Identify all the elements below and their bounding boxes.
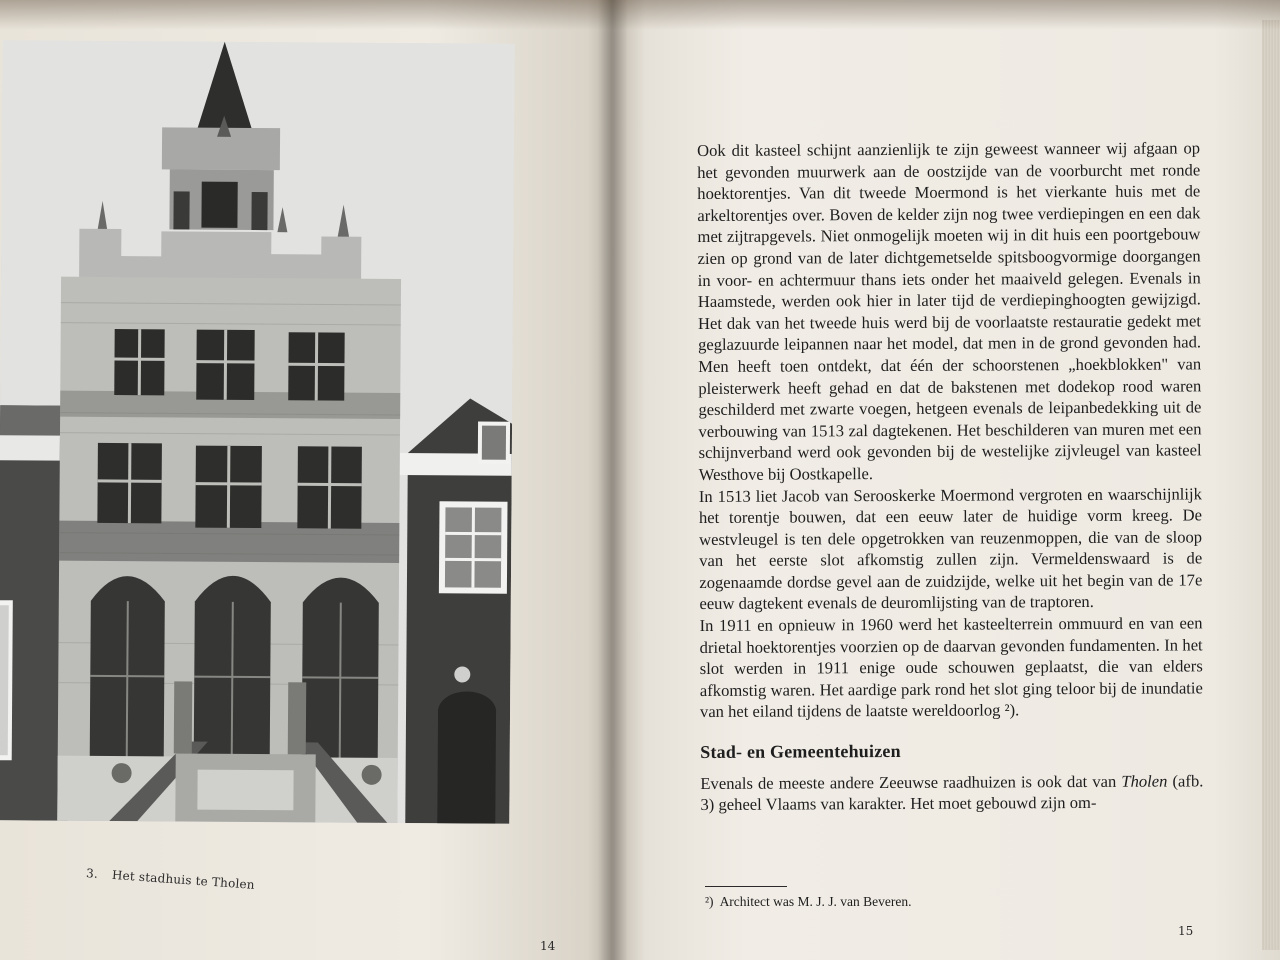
page-number-left: 14 [540, 939, 556, 953]
footnote-marker: ²) [705, 894, 714, 909]
book-gutter-shadow [598, 0, 628, 960]
paragraph: In 1911 en opnieuw in 1960 werd het kasteelterrein ommuurd en van een drietal hoektorentjes voorzien op de daarvan gevonden fundamenten. In het slot werden in 1911 enige oude schouwen geplaatst, die van elders afkomstig waren. Het aardige park rond het slot ging teloor bij de inundatie van het eiland tijdens de laatste wereldoorlog ²). [699, 613, 1203, 722]
paragraph: Ook dit kasteel schijnt aanzienlijk te zijn geweest wanneer wij afgaan op het gevonden muurwerk aan de oostzijde van de voorburcht met ronde hoektorentjes. Van dit tweede Moermond is het vierkante huis met de arkeltorentjes over. Boven de kelder zijn nog twee verdiepingen en een dak met zijtrapgevels. Niet onmogelijk moeten wij in dit huis een poortgebouw zien op grond van de later dichtgemetselde spitsboogvormige doorgangen in voor- en achtermuur thans iets onder het maaiveld gelegen. Evenals in Haamstede, werden ook hier in later tijd de verdiepinghoogten gewijzigd. Het dak van het tweede huis werd bij de voorlaatste restauratie gedekt met geglazuurde leipannen naar het model, dat men in de grond gevonden had. Men heeft toen ontdekt, dat één der schoorstenen „hoekblokken" van pleisterwerk heeft gehad en dat de bakstenen met dodekop rood waren geschilderd met zwarte voegen, hetgeen evenals de leipanbedekking uit de verbouwing van 1513 zal dagtekenen. Het beschilderen van muren met een schijnverband werd ook gevonden bij de westelijke zijvleugel van kasteel Westhove bij Oostkapelle. [697, 138, 1202, 484]
left-page [0, 0, 612, 960]
page-number-right: 15 [1178, 924, 1194, 938]
paragraph-start: Evenals de meeste andere Zeeuwse raadhuizen is ook dat van [700, 771, 1122, 793]
photo-caption [86, 866, 256, 892]
footnote [705, 894, 912, 910]
page-edges [1262, 20, 1280, 950]
footnote-rule [705, 886, 787, 887]
body-text [697, 137, 1204, 815]
section-heading: Stad- en Gemeentehuizen [700, 740, 901, 763]
footnote-text: Architect was M. J. J. van Beveren. [719, 894, 912, 909]
paragraph-italic-place: Tholen [1121, 771, 1168, 791]
top-shadow [0, 0, 1280, 30]
town-hall-photograph [0, 40, 515, 824]
caption-number: 3. [85, 866, 99, 881]
paragraph-end: (afb. 3) geheel Vlaams van karakter. Het moet gebouwd zijn om- [700, 770, 1204, 815]
caption-text: Het stadhuis te Tholen [111, 867, 256, 892]
paragraph: In 1513 liet Jacob van Serooskerke Moermond vergroten en waarschijnlijk het torentje bouwen, dat een eeuw later de huidige vorm kreeg. De westvleugel is ten dele opgetrokken van reuzenmoppen, die van de sloop van het eerste slot afkomstig zullen zijn. Vermeldenswaard is de zogenaamde dordse gevel aan de zuidzijde, welke uit het begin van de 17e eeuw dagtekent evenals de deuromlijsting van de traptoren. [698, 483, 1203, 614]
paragraph [700, 770, 1203, 816]
